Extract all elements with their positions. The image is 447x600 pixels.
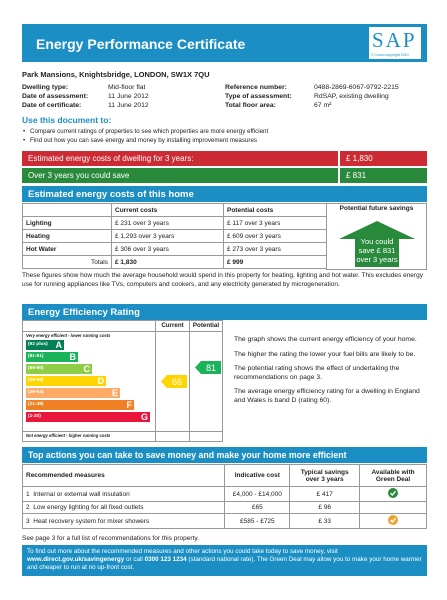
list-item: • Compare current ratings of properties to see which properties are more energy efficient — [22, 128, 268, 137]
costs-note: These figures show how much the average household would spend in this property for heating, lighting and hot water. This excludes energy use for running appliances like TVs, computers and cookers, and any electricity generated by microgeneration. — [22, 272, 423, 288]
col-header-green-deal: Available with Green Deal — [360, 465, 427, 487]
use-document-title: Use this document to: — [22, 115, 112, 125]
dwelling-type-value: Mid-floor flat — [108, 84, 146, 91]
potential-savings-box — [326, 203, 427, 270]
eer-bottom-text: Not energy efficient - higher running costs — [26, 433, 111, 438]
page3-note: See page 3 for a full list of recommendations for this property. — [22, 535, 199, 542]
section-heading-eer: Energy Efficiency Rating — [22, 304, 427, 320]
band-d: (55-68) D — [28, 376, 104, 386]
reference-value: 0488-2869-6067-9792-2215 — [314, 84, 399, 91]
reference-label: Reference number: — [225, 84, 287, 91]
divider — [23, 331, 222, 332]
savings-arrow-line2: save £ 831 — [358, 246, 396, 255]
eer-description: The graph shows the current energy efficiency of your home. The higher the rating the lower your fuel bills are likely to be. The potential rating shows the effect of undertaking the recommendations on page 3. The average energy efficiency rating for a dwelling in England and Wales is band D (rating 60). — [234, 336, 420, 404]
table-row: Hot Water £ 306 over 3 years £ 273 over 3 years — [23, 243, 327, 256]
current-rating-value: 66 — [171, 377, 183, 387]
eer-potential-header: Potential — [192, 322, 220, 329]
savings-arrow-line3: over 3 years — [356, 255, 398, 264]
total-current: £ 1,830 — [112, 256, 224, 269]
band-e: (39-54) E — [28, 388, 118, 398]
savings-label: Over 3 years you could save — [28, 171, 130, 180]
footer-info: To find out more about the recommended measures and other actions you could take today to save money, visit www.direct.gov.uk/savingenergy or call 0300 123 1234 (standard national rate). The Green Deal may allow you to make your home warmer and cheaper to run at no up-front cost. — [22, 545, 427, 576]
sap-logo-copyright: © Crown copyright 2010 — [371, 53, 409, 57]
table-row: 2 Low energy lighting for all fixed outlets £65 £ 96 — [23, 502, 427, 514]
band-b: (81-91) B — [28, 352, 76, 362]
property-address: Park Mansions, Knightsbridge, LONDON, SW1X 7QU — [22, 70, 210, 79]
savings-arrow-line1: You could — [360, 237, 394, 246]
property-details — [22, 84, 427, 111]
page-title: Energy Performance Certificate — [36, 36, 246, 52]
sap-logo — [369, 27, 421, 59]
potential-rating-arrow — [195, 361, 221, 374]
assessment-type-value: RdSAP, existing dwelling — [314, 93, 389, 100]
assessment-type-label: Type of assessment: — [225, 93, 292, 100]
estimated-cost-value: £ 1,830 — [338, 151, 427, 166]
eer-top-text: Very energy efficient - lower running costs — [26, 333, 111, 338]
total-potential: £ 999 — [224, 256, 327, 269]
use-document-list — [22, 128, 268, 146]
potential-savings-title: Potential future savings — [339, 205, 414, 212]
col-header-measures: Recommended measures — [23, 465, 225, 487]
col-header-potential: Potential costs — [224, 204, 327, 217]
assessment-date-value: 11 June 2012 — [108, 93, 149, 100]
band-f: (21-38) F — [28, 400, 132, 410]
savings-bar — [22, 168, 427, 183]
section-heading-costs: Estimated energy costs of this home — [22, 186, 427, 202]
divider — [23, 431, 222, 432]
col-header-savings: Typical savings over 3 years — [290, 465, 360, 487]
estimated-cost-bar — [22, 151, 427, 166]
footer-phone: 0300 123 1234 — [144, 556, 187, 563]
divider — [155, 321, 156, 441]
col-header-cost: Indicative cost — [225, 465, 290, 487]
table-row: Heating £ 1,293 over 3 years £ 609 over 3 years — [23, 230, 327, 243]
eer-chart — [22, 320, 223, 442]
footer-link[interactable]: www.direct.gov.uk/savingenergy — [27, 556, 125, 563]
divider — [189, 321, 190, 441]
col-header-current: Current costs — [112, 204, 224, 217]
table-row-totals — [23, 256, 327, 269]
totals-label: Totals — [23, 256, 112, 269]
header-bar — [22, 24, 427, 62]
eer-current-header: Current — [161, 322, 184, 329]
check-icon — [388, 515, 398, 525]
floor-area-label: Total floor area: — [225, 102, 276, 109]
savings-value: £ 831 — [338, 168, 427, 183]
estimated-cost-label: Estimated energy costs of dwelling for 3 years: — [28, 154, 194, 163]
list-item: • Find out how you can save energy and money by installing improvement measures — [22, 137, 268, 146]
check-icon — [388, 488, 398, 498]
dwelling-type-label: Dwelling type: — [22, 84, 69, 91]
table-row: Lighting £ 231 over 3 years £ 117 over 3 years — [23, 217, 327, 230]
assessment-date-label: Date of assessment: — [22, 93, 89, 100]
table-row: 1 Internal or external wall insulation £4,000 - £14,000 £ 417 — [23, 487, 427, 502]
costs-table — [22, 203, 327, 269]
band-g: (1-20) G — [28, 412, 148, 422]
potential-rating-value: 81 — [205, 363, 217, 373]
band-a: (92 plus) A — [28, 340, 62, 350]
measures-table — [22, 464, 427, 529]
savings-arrow — [339, 221, 415, 267]
certificate-date-value: 11 June 2012 — [108, 102, 149, 109]
band-c: (69-80) C — [28, 364, 90, 374]
current-rating-arrow — [161, 375, 187, 388]
sap-logo-text: SAP — [372, 28, 417, 52]
table-row: 3 Heat recovery system for mixer showers £585 - £725 £ 33 — [23, 514, 427, 529]
section-heading-actions: Top actions you can take to save money and make your home more efficient — [22, 447, 427, 463]
floor-area-value: 67 m² — [314, 102, 332, 109]
certificate-date-label: Date of certificate: — [22, 102, 82, 109]
